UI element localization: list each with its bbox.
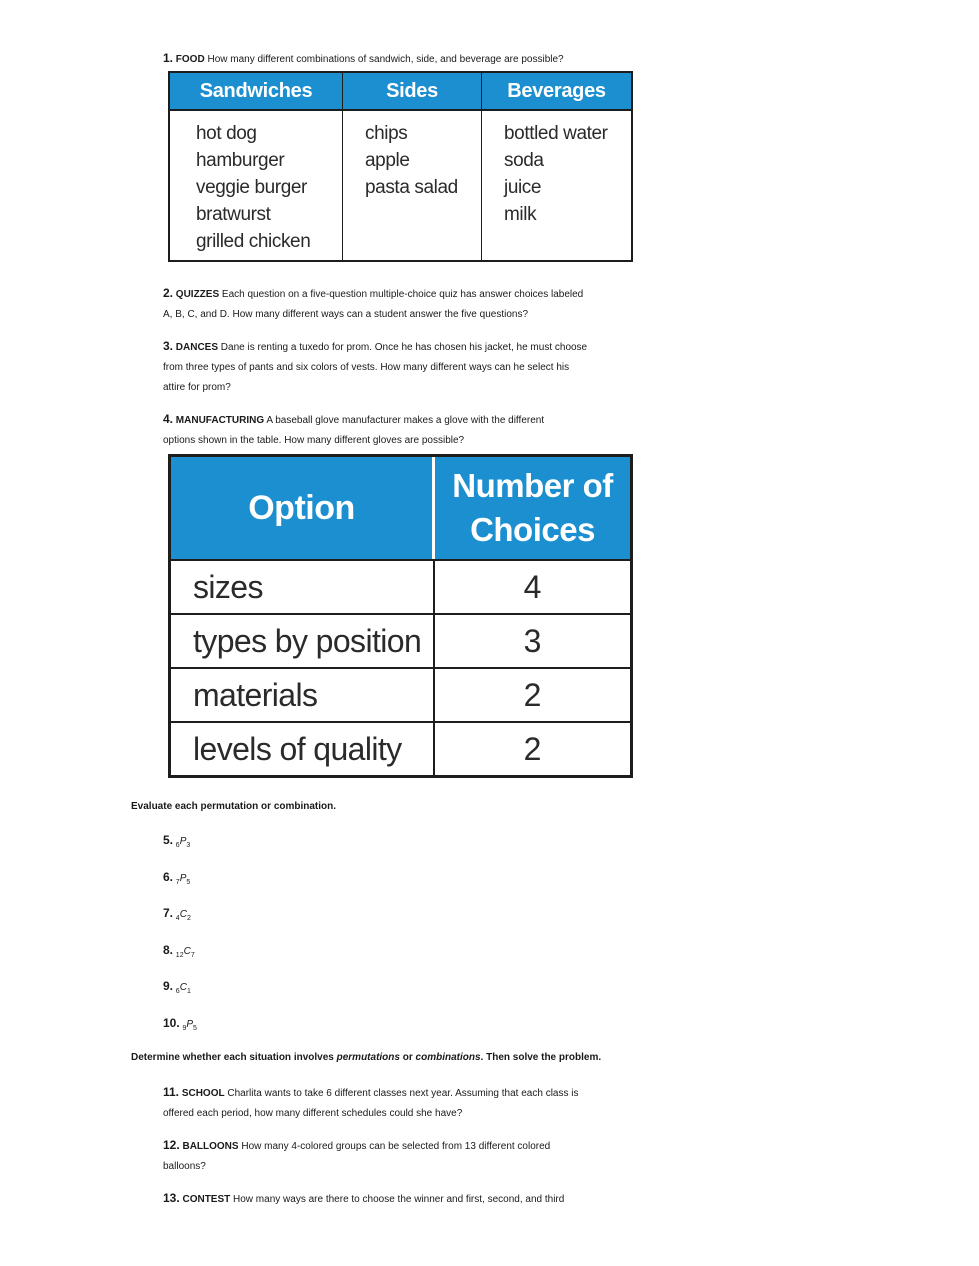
choices-cell: 3 <box>523 622 542 659</box>
question-keyword: SCHOOL <box>181 1088 225 1099</box>
choices-cell: 2 <box>523 676 542 713</box>
table-cell: juice <box>504 177 542 198</box>
option-cell: types by position <box>171 615 435 667</box>
evaluate-item <box>163 870 190 886</box>
table-row <box>171 721 630 775</box>
table-cell: chips <box>365 123 408 144</box>
item-number: 7. <box>163 906 174 920</box>
question-keyword: DANCES <box>175 342 219 353</box>
item-letter: C <box>183 946 191 957</box>
food-table <box>168 71 633 262</box>
question-text: Each question on a five-question multiple-choice quiz has answer choices labeled A, B, C, and D. How many different ways can a student answer the five questions? <box>163 289 584 320</box>
option-cell: materials <box>171 669 435 721</box>
instruction-emphasis: permutations <box>336 1052 400 1063</box>
table-cell: grilled chicken <box>196 231 311 252</box>
question-number: 1. <box>163 51 174 65</box>
table-cell: milk <box>504 204 537 225</box>
sandwiches-column <box>170 73 342 260</box>
sides-column <box>342 73 481 260</box>
evaluate-item <box>163 979 191 995</box>
table-row <box>171 559 630 613</box>
column-header-line: Number of <box>452 467 613 504</box>
section-instruction: Evaluate each permutation or combination. <box>131 801 337 812</box>
item-letter: P <box>179 873 187 884</box>
table-cell: bottled water <box>504 123 608 144</box>
item-subscript: 2 <box>186 915 191 922</box>
item-letter: C <box>179 909 187 920</box>
item-prefix: 12 <box>175 952 184 959</box>
option-cell: sizes <box>171 561 435 613</box>
item-number: 10. <box>163 1016 180 1030</box>
question-text: How many ways are there to choose the winner and first, second, and third <box>230 1194 565 1205</box>
table-cell: hamburger <box>196 150 285 171</box>
column-header: Sandwiches <box>170 73 342 111</box>
item-subscript: 1 <box>186 988 191 995</box>
question-4 <box>163 409 573 451</box>
item-subscript: 5 <box>193 1025 197 1032</box>
question-keyword: FOOD <box>175 54 205 65</box>
question-keyword: QUIZZES <box>175 289 220 300</box>
instruction-text: or <box>399 1052 416 1063</box>
evaluate-item <box>163 1016 197 1032</box>
item-subscript: 5 <box>186 879 191 886</box>
section-instruction <box>131 1052 601 1063</box>
question-keyword: MANUFACTURING <box>175 415 265 426</box>
item-prefix: 6 <box>175 842 180 849</box>
item-letter: P <box>179 836 187 847</box>
question-13 <box>163 1188 603 1210</box>
table-cell: hot dog <box>196 123 257 144</box>
item-prefix: 6 <box>175 988 180 995</box>
choices-cell: 2 <box>523 730 542 767</box>
column-header-option: Option <box>171 457 435 559</box>
item-letter: P <box>186 1019 194 1030</box>
item-prefix: 9 <box>182 1025 187 1032</box>
item-number: 8. <box>163 943 174 957</box>
question-text: How many 4-colored groups can be selected from 13 different colored balloons? <box>163 1141 551 1172</box>
question-text: A baseball glove manufacturer makes a glove with the different options shown in the table. How many different gloves are possible? <box>163 415 545 446</box>
question-text: How many different combinations of sandwich, side, and beverage are possible? <box>204 54 564 65</box>
option-cell: levels of quality <box>171 723 435 775</box>
table-cell: apple <box>365 150 410 171</box>
question-number: 13. <box>163 1191 180 1205</box>
column-header-line: Choices <box>470 511 595 548</box>
question-text: Charlita wants to take 6 different classes next year. Assuming that each class is offered each period, how many different schedules could she have? <box>163 1088 579 1119</box>
question-number: 4. <box>163 412 174 426</box>
beverages-column <box>481 73 631 260</box>
question-12 <box>163 1135 578 1177</box>
table-cell: soda <box>504 150 544 171</box>
question-number: 3. <box>163 339 174 353</box>
evaluate-item <box>163 943 195 959</box>
table-cell: bratwurst <box>196 204 271 225</box>
table-cell: pasta salad <box>365 177 458 198</box>
column-header-choices <box>435 457 630 559</box>
instruction-text: . Then solve the problem. <box>480 1052 602 1063</box>
item-number: 5. <box>163 833 174 847</box>
evaluate-item <box>163 906 191 922</box>
question-3 <box>163 336 588 398</box>
question-keyword: BALLOONS <box>182 1141 239 1152</box>
instruction-text: Determine whether each situation involves <box>131 1052 337 1063</box>
question-1 <box>163 48 623 70</box>
item-subscript: 3 <box>186 842 191 849</box>
column-header: Beverages <box>482 73 631 111</box>
column-header: Sides <box>343 73 481 111</box>
glove-options-table <box>168 454 633 778</box>
table-row <box>171 613 630 667</box>
question-text: Dane is renting a tuxedo for prom. Once he has chosen his jacket, he must choose from three types of pants and six colors of vests. How many different ways can he select his attire for prom? <box>163 342 588 393</box>
item-letter: C <box>179 982 187 993</box>
item-prefix: 7 <box>175 879 180 886</box>
instruction-emphasis: combinations <box>415 1052 481 1063</box>
table-row <box>171 667 630 721</box>
question-number: 12. <box>163 1138 180 1152</box>
question-11 <box>163 1082 598 1124</box>
item-prefix: 4 <box>175 915 180 922</box>
question-2 <box>163 283 588 325</box>
choices-cell: 4 <box>523 568 542 605</box>
question-number: 11. <box>163 1085 180 1099</box>
evaluate-item <box>163 833 190 849</box>
question-number: 2. <box>163 286 174 300</box>
item-number: 9. <box>163 979 174 993</box>
question-keyword: CONTEST <box>182 1194 231 1205</box>
item-subscript: 7 <box>190 952 195 959</box>
table-header-row <box>171 457 630 559</box>
item-number: 6. <box>163 870 174 884</box>
table-cell: veggie burger <box>196 177 307 198</box>
